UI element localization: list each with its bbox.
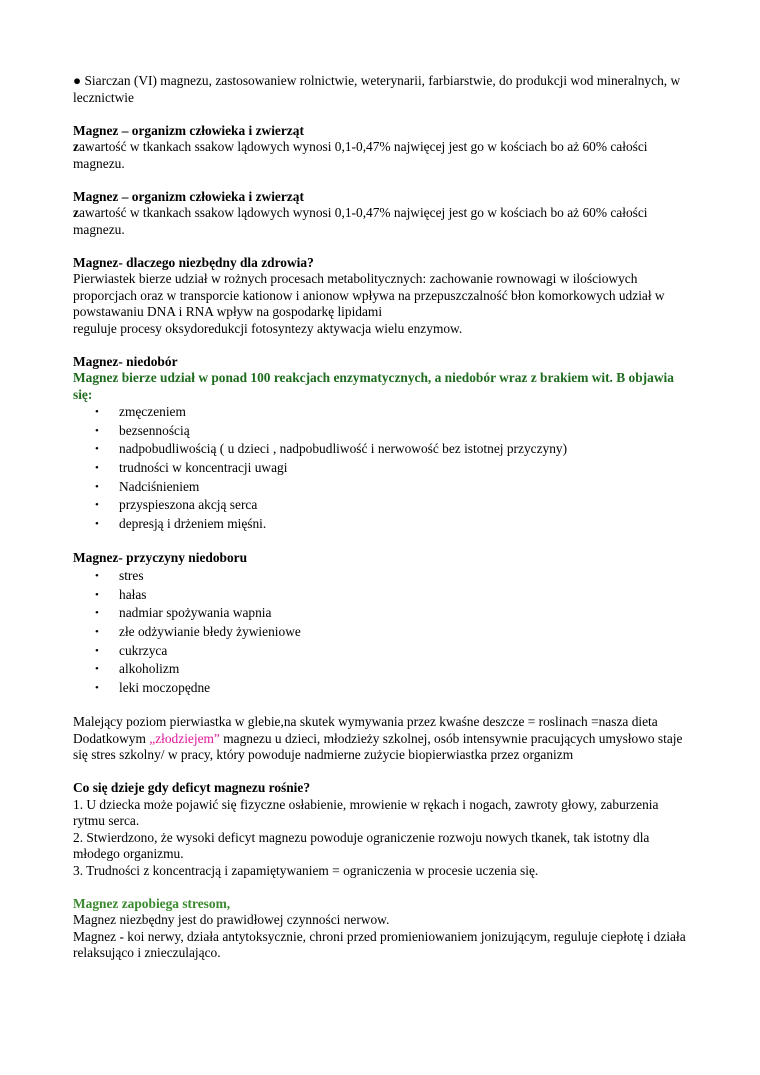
list-item-text: alkoholizm [119,661,180,677]
highlighted-word: „złodziejem” [149,730,220,746]
paragraph: reguluje procesy oksydoredukcji fotosyntezy aktywacja wielu enzymow. [73,320,463,336]
bullet-icon: • [95,499,99,512]
list-item [73,496,693,515]
list-item-text: nadmiar spożywania wapnia [119,605,272,621]
numbered-item: 3. Trudności z koncentracją i zapamiętywaniem = ograniczenia w procesie uczenia się. [73,862,539,878]
section-heading: Magnez – organizm człowieka i zwierząt [73,122,304,138]
bullet-icon: • [95,480,99,493]
list-item-text: cukrzyca [119,642,168,658]
bullet-icon: • [95,518,99,531]
paragraph [73,731,693,764]
paragraph-text: magnezu u dzieci, młodzieży szkolnej, osób intensywnie pracujących umysłowo staje się stres szkolny/ w pracy, który powoduje nadmierne zużycie biopierwiastka przez organizm [73,730,683,763]
list-item-text: trudności w koncentracji uwagi [119,460,288,476]
drop-letter: z [73,205,79,220]
paragraph-text: awartość w tkankach ssakow lądowych wynosi 0,1-0,47% najwięcej jest go w kościach bo aż 60% całości magnezu. [73,139,648,171]
paragraph: Magnez niezbędny jest do prawidłowej czynności nerwow. [73,912,390,928]
section-heading: Magnez- dlaczego niezbędny dla zdrowia? [73,254,314,270]
bullet-icon: • [95,681,99,694]
intro-paragraph [73,73,693,106]
list-item [73,660,693,679]
paragraph [73,205,693,238]
list-item-text: przyspieszona akcją serca [119,497,258,513]
drop-letter: z [73,139,79,154]
bullet-icon: • [95,406,99,418]
bullet-icon: • [95,625,99,638]
causes-list [73,567,693,698]
section-heading: Co się dzieje gdy deficyt magnezu rośnie? [73,780,311,796]
bullet-icon: • [95,607,99,620]
list-item [73,567,693,586]
list-item-text: leki moczopędne [119,679,211,695]
paragraph-text: awartość w tkankach ssakow lądowych wynosi 0,1-0,47% najwięcej jest go w kościach bo aż 60% całości magnezu. [73,205,648,237]
paragraph: Magnez - koi nerwy, działa antytoksycznie, chroni przed promieniowaniem jonizującym, reguluje ciepłotę i działa relaksująco i znieczulająco. [73,928,686,961]
bullet-icon: • [95,663,99,676]
section-heading: Magnez – organizm człowieka i zwierząt [73,188,304,204]
list-item-text: stres [119,567,144,583]
intro-text: Siarczan (VI) magnezu, zastosowaniew rolnictwie, weterynarii, farbiarstwie, do produkcji wod mineralnych, w lecznictwie [73,73,681,105]
list-item-text: zmęczeniem [119,404,186,419]
list-item [73,623,693,642]
list-item [73,586,693,605]
bullet-icon: • [95,644,99,657]
paragraph: Pierwiastek bierze udział w rożnych procesach metabolitycznych: zachowanie rownowagi w ilościowych proporcjach oraz w transporcie kationow i anionow wpływa na przepuszczalność błon komorkowych udział w powstawaniu DNA i RNA wpływ na gospodarkę lipidami [73,271,665,319]
bullet-icon: • [95,462,99,475]
paragraph: Malejący poziom pierwiastka w glebie,na skutek wymywania przez kwaśne deszcze = roslinach =nasza dieta [73,714,658,730]
list-item [73,642,693,661]
bullet-icon: • [95,443,99,456]
bullet-icon: • [95,424,99,437]
bullet-icon: ● [73,73,82,88]
list-item-text: bezsennością [119,422,190,438]
list-item-text: Nadciśnieniem [119,478,200,494]
numbered-item: 2. Stwierdzono, że wysoki deficyt magnezu powoduje ograniczenie rozwoju nowych tkanek, tak istotny dla młodego organizmu. [73,829,650,862]
list-item [73,440,693,459]
list-item-text: depresją i drżeniem mięśni. [119,516,267,532]
section-subheading: Magnez bierze udział w ponad 100 reakcjach enzymatycznych, a niedobór wraz z brakiem wit. B objawia się: [73,370,674,402]
numbered-item: 1. U dziecka może pojawić się fizyczne osłabienie, mrowienie w rękach i nogach, zawroty głowy, zaburzenia rytmu serca. [73,796,659,829]
list-item [73,515,693,534]
bullet-icon: • [95,569,99,582]
document-content [73,73,693,962]
bullet-icon: • [95,588,99,601]
list-item [73,478,693,497]
list-item-text: złe odżywianie błedy żywieniowe [119,623,301,639]
list-item [73,422,693,441]
paragraph [73,139,693,172]
section-heading: Magnez- niedobór [73,353,178,369]
paragraph-text: Dodatkowym [73,730,150,746]
section-heading: Magnez zapobiega stresom, [73,895,231,911]
list-item [73,459,693,478]
list-item-text: nadpobudliwością ( u dzieci , nadpobudliwość i nerwowość bez istotnej przyczyny) [119,441,568,457]
list-item [73,679,693,698]
symptoms-list [73,403,693,534]
list-item-text: hałas [119,586,147,602]
list-item [73,403,693,422]
list-item [73,604,693,623]
section-heading: Magnez- przyczyny niedoboru [73,550,248,566]
